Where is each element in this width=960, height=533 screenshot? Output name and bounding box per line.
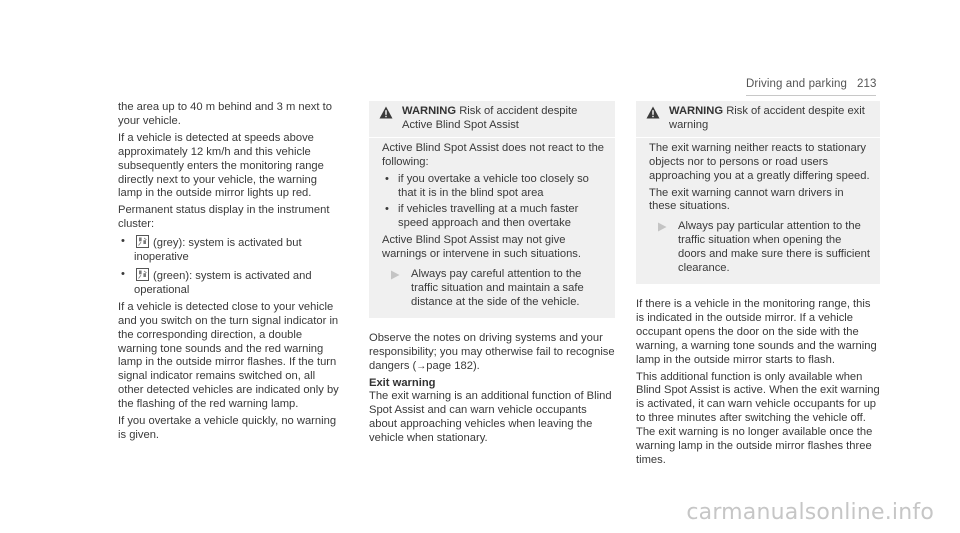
warning-text: Active Blind Spot Assist does not react to the following: <box>382 141 605 168</box>
warning-heading <box>669 105 870 133</box>
instruction <box>649 220 870 276</box>
warning-text: Active Blind Spot Assist may not give warnings or intervene in such situations. <box>382 234 581 261</box>
paragraph: If a vehicle is detected at speeds above approximately 12 km/h and this vehicle subsequently enters the monitoring range directly next to your vehicle, the warning lamp in the outside mirror lights up red. <box>118 131 324 200</box>
paragraph-text: ). <box>472 359 480 372</box>
list-item-text: if you overtake a vehicle too closely so that it is in the blind spot area <box>398 172 589 199</box>
paragraph: If a vehicle is detected close to your vehicle and you switch on the turn signal indicator in the corresponding direction, a double warning tone sounds and the red warning lamp in the outside mirror flashes. If the turn signal indicator remains switched on, all other detected vehicles are indicated only by the flashing of the red warning lamp. <box>118 300 339 411</box>
list-item-text: (grey): system is activated but inoperative <box>134 237 302 264</box>
paragraph <box>369 332 615 374</box>
warning-text: The exit warning neither reacts to stationary objects nor to persons or road users approaching you at a greatly differing speed. <box>649 141 870 182</box>
instruction-text: Always pay careful attention to the traffic situation and maintain a safe distance at the side of the vehicle. <box>411 268 584 308</box>
warning-list <box>382 173 605 232</box>
column-1 <box>118 101 341 446</box>
list-item <box>118 268 341 298</box>
list-item-text: (green): system is activated and operational <box>134 269 312 296</box>
xref-arrow-icon: → <box>416 360 427 372</box>
warning-title: Risk of accident despite Active Blind Spot Assist <box>402 105 578 131</box>
instruction-text: Always pay particular attention to the traffic situation when opening the doors and make sure there is sufficient clearance. <box>678 220 870 275</box>
bullet-dot: • <box>385 203 389 216</box>
warning-label: WARNING <box>669 105 724 117</box>
column-3 <box>636 101 880 471</box>
bullet-dot: • <box>121 267 125 280</box>
section-heading: Exit warning <box>369 376 436 389</box>
section-title: Driving and parking <box>746 78 847 90</box>
warning-body <box>636 138 880 284</box>
status-list <box>118 235 341 298</box>
warning-heading <box>402 105 605 133</box>
page-number: 213 <box>856 78 877 90</box>
list-item <box>382 173 605 201</box>
warning-text: The exit warning cannot warn drivers in these situations. <box>649 186 844 213</box>
bullet-dot: • <box>385 172 389 185</box>
warning-triangle-icon <box>379 105 393 133</box>
paragraph: the area up to 40 m behind and 3 m next to your vehicle. <box>118 101 332 127</box>
warning-box <box>369 101 615 318</box>
list-item <box>382 203 605 231</box>
list-item <box>118 235 341 265</box>
watermark: carmanualsonline.info <box>686 500 934 525</box>
paragraph: The exit warning is an additional function of Blind Spot Assist and can warn vehicle occupants about approaching vehicles when leaving the vehicle when stationary. <box>369 390 612 445</box>
paragraph: If there is a vehicle in the monitoring range, this is indicated in the outside mirror. If a vehicle occupant opens the door on the side with the warning, a warning tone sounds and the warning lamp in the outside mirror starts to flash. <box>636 297 877 366</box>
instruction <box>382 268 605 310</box>
paragraph: Permanent status display in the instrument cluster: <box>118 204 330 231</box>
column-2 <box>369 101 615 449</box>
header-divider <box>746 95 876 96</box>
instruction-arrow-icon <box>657 220 669 276</box>
paragraph-text: Observe the notes on driving systems and your responsibility; you may otherwise fail to recognise dangers ( <box>369 331 615 372</box>
warning-label: WARNING <box>402 105 457 117</box>
list-item-text: if vehicles travelling at a much faster speed approach and then overtake <box>398 203 579 230</box>
bullet-dot: • <box>121 235 125 248</box>
blind-spot-assist-icon <box>136 268 149 281</box>
warning-box <box>636 101 880 284</box>
paragraph: This additional function is only available when Blind Spot Assist is active. When the exit warning is activated, it can warn vehicle occupants for up to three minutes after switching the vehicle off. The exit warning is no longer available once the warning lamp in the outside mirror flashes three times. <box>636 370 880 466</box>
blind-spot-assist-icon <box>136 235 149 248</box>
warning-header <box>636 101 880 138</box>
page-header <box>746 78 876 90</box>
warning-title: Risk of accident despite exit warning <box>669 105 865 131</box>
page-reference-link[interactable]: page 182 <box>426 359 473 372</box>
warning-header <box>369 101 615 138</box>
warning-triangle-icon <box>646 105 660 133</box>
warning-body <box>369 138 615 318</box>
instruction-arrow-icon <box>390 268 402 310</box>
paragraph: If you overtake a vehicle quickly, no warning is given. <box>118 415 337 441</box>
